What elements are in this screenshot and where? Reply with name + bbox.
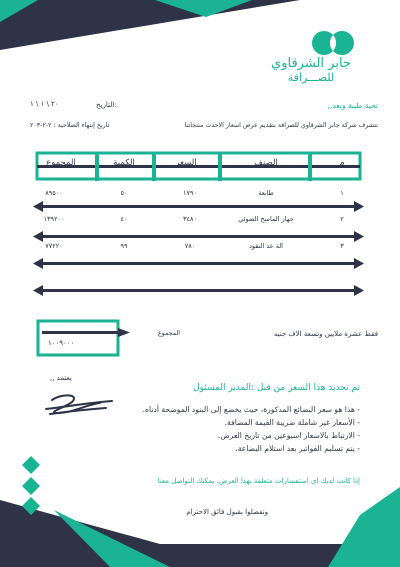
row-num: ١	[340, 189, 344, 197]
row-price: ١٧٩٠	[183, 189, 197, 197]
row-qty: ٥٠	[120, 189, 128, 197]
brand-sub: للصـــرافة	[287, 71, 335, 84]
row-price: ٧٨٠	[184, 242, 196, 250]
header-qty: الكمية	[113, 158, 135, 168]
total-words: فقط عشرة ملايين وتسعة الاف جنيه	[273, 330, 378, 338]
date-label: التاريخ:	[96, 101, 117, 109]
row-item: جهاز الماسح الضوئي	[238, 215, 294, 223]
total-box	[38, 321, 118, 355]
row-item: طابعة	[258, 189, 274, 197]
arrow-line-icon	[33, 201, 364, 212]
intro-text: تتشرف شركة جابر الشرقاوي للصرافة بتقديم عرض اسعار الاحدث منتجاتنا	[184, 122, 378, 129]
note-item: - هذا هو سعر البضائع المذكورة، حيث يخضع إلى البنود الموضحة أدناه.	[142, 405, 360, 414]
total-label: المجموع	[158, 330, 181, 337]
row-total: ٧٧٢٢٠	[45, 242, 63, 250]
row-qty: ٤٠	[120, 215, 128, 223]
column-divider	[218, 153, 222, 181]
approval-label: يعتمد ,,	[50, 374, 72, 382]
row-num: ٢	[340, 215, 344, 223]
arrow-line-icon	[33, 231, 364, 242]
contact-line: إذا كانت لديك اي استفسارات متعلقة بهذا العرض، يمكنك التواصل معنا	[157, 477, 360, 485]
header-price: السعر	[175, 158, 197, 168]
expiry-date: تاريخ إنتهاء الصلاحية : ٢-٢-٢٠٣	[30, 122, 110, 129]
header-item: الصنف	[254, 158, 278, 168]
responsible-line: تم تحديد هذا السعر من قبل :المدير المسئول	[193, 383, 360, 393]
row-price: ٣٤٨٠	[183, 215, 197, 223]
note-item: - يتم تسليم الفواتير بعد استلام البضاعة.	[235, 444, 360, 453]
header-total: المجموع	[46, 158, 76, 168]
brand-name: جابر الشرقاوي	[271, 56, 351, 71]
total-value: ١٠٠٩٠٠٠	[48, 339, 75, 347]
arrow-line-icon	[33, 285, 364, 296]
header-num: م	[339, 158, 345, 168]
row-item: الة عد النقود	[249, 242, 283, 250]
row-num: ٣	[340, 242, 344, 250]
greeting: تحية طيبة وبعد,,	[327, 101, 378, 110]
note-item: - الارتباط بالاسعار اسبوعين من تاريخ العرض.	[218, 431, 360, 440]
note-item: - الأسعار غير شاملة ضريبة القيمة المضافة.	[224, 418, 360, 427]
row-total: ٨٩٥٠٠	[45, 189, 63, 197]
signature-icon	[46, 395, 112, 414]
arrow-line-icon	[33, 258, 364, 269]
row-qty: ٩٩	[120, 242, 128, 250]
date-value: ٢٠ \ ١ \ ١	[30, 100, 59, 108]
row-total: ١٣٩٢٠٠	[43, 215, 65, 223]
closing-line: وتفضلوا بقبول فائق الاحترام	[186, 508, 268, 516]
